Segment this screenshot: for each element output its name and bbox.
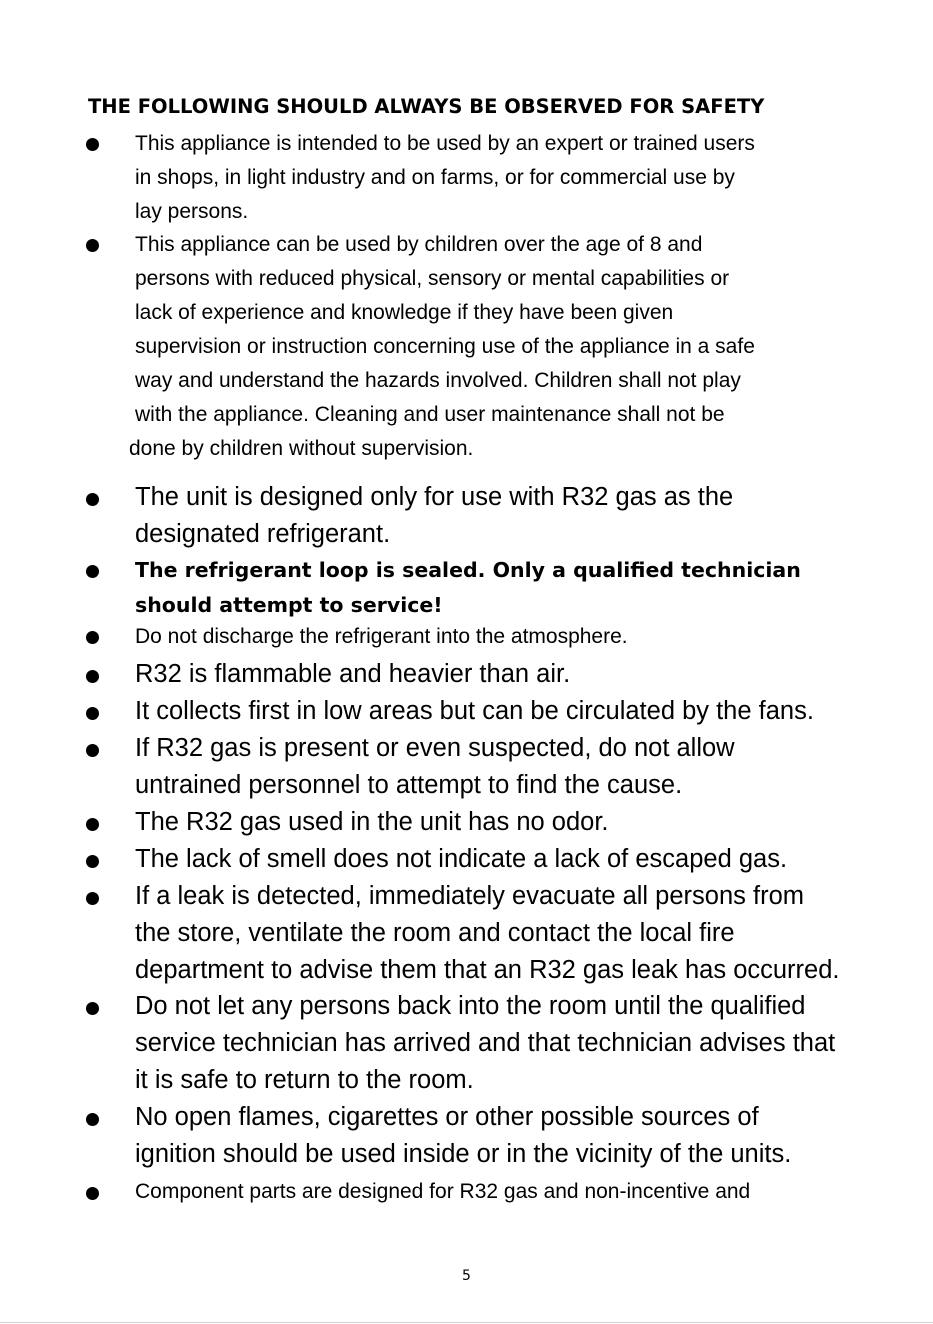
item-line: This appliance can be used by children over the age of 8 and: [135, 233, 703, 256]
item-line: designated refrigerant.: [135, 520, 391, 548]
bullet-dot-icon: [86, 744, 99, 757]
bullet-dot-icon: [86, 1002, 99, 1015]
item-line: Do not let any persons back into the room until the qualified: [135, 992, 806, 1020]
page-bottom-divider: [0, 1322, 933, 1323]
item-line: department to advise them that an R32 gas leak has occurred.: [135, 956, 840, 984]
item-line: R32 is flammable and heavier than air.: [135, 660, 571, 688]
item-line: This appliance is intended to be used by an expert or trained users: [135, 132, 755, 155]
item-line: lay persons.: [135, 200, 249, 223]
item-line: It collects first in low areas but can be circulated by the fans.: [135, 697, 814, 725]
bullet-dot-icon: [86, 493, 99, 506]
item-line: If R32 gas is present or even suspected, do not allow: [135, 734, 735, 762]
safety-heading: THE FOLLOWING SHOULD ALWAYS BE OBSERVED FOR SAFETY: [88, 95, 765, 118]
item-line: supervision or instruction concerning use of the appliance in a safe: [135, 335, 755, 358]
item-line: If a leak is detected, immediately evacuate all persons from: [135, 882, 804, 910]
item-line: Component parts are designed for R32 gas and non-incentive and: [135, 1180, 751, 1203]
bullet-dot-icon: [86, 818, 99, 831]
bullet-dot-icon: [86, 239, 99, 252]
bullet-dot-icon: [86, 707, 99, 720]
bullet-dot-icon: [86, 855, 99, 868]
item-line: The unit is designed only for use with R32 gas as the: [135, 483, 734, 511]
bullet-dot-icon: [86, 1113, 99, 1126]
item-line: The R32 gas used in the unit has no odor.: [135, 808, 609, 836]
item-line: untrained personnel to attempt to find the cause.: [135, 771, 683, 799]
bullet-dot-icon: [86, 1187, 99, 1200]
item-line: Do not discharge the refrigerant into the atmosphere.: [135, 625, 628, 648]
bullet-dot-icon: [86, 565, 99, 578]
item-line: it is safe to return to the room.: [135, 1066, 474, 1094]
bullet-dot-icon: [86, 892, 99, 905]
item-line: should attempt to service!: [135, 593, 443, 617]
page-number: 5: [462, 1268, 471, 1284]
item-line: The refrigerant loop is sealed. Only a qualified technician: [135, 558, 801, 582]
item-line: with the appliance. Cleaning and user maintenance shall not be: [135, 403, 725, 426]
bullet-dot-icon: [86, 670, 99, 683]
item-line: service technician has arrived and that technician advises that: [135, 1029, 836, 1057]
item-line: way and understand the hazards involved. Children shall not play: [135, 369, 741, 392]
item-line: the store, ventilate the room and contact the local fire: [135, 919, 735, 947]
item-line: lack of experience and knowledge if they have been given: [135, 301, 674, 324]
item-line: The lack of smell does not indicate a lack of escaped gas.: [135, 845, 788, 873]
item-line: No open flames, cigarettes or other possible sources of: [135, 1103, 759, 1131]
item-line: ignition should be used inside or in the vicinity of the units.: [135, 1140, 792, 1168]
bullet-dot-icon: [86, 138, 99, 151]
item-line: done by children without supervision.: [129, 437, 474, 460]
item-line: persons with reduced physical, sensory or mental capabilities or: [135, 267, 730, 290]
bullet-dot-icon: [86, 631, 99, 644]
item-line: in shops, in light industry and on farms, or for commercial use by: [135, 166, 735, 189]
